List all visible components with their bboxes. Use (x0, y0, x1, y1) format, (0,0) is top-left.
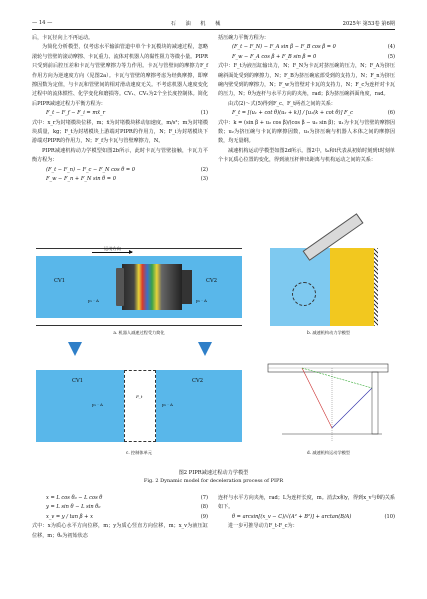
equation-5: F_w − F_A cos β + F_B sin β = 0 (5) (232, 53, 395, 60)
para-2: 式中：x_r为封堵模块位移，m；ẍ为封堵模块移动加速度，m/s²；m为封堵模块质量，kg；F_t为封堵模块上游端对PIPR的作用力，N；F_i为封堵模块下游端对PIPR的作用力，N；F_f为卡瓦与管壁摩擦力，N。 (32, 119, 208, 145)
para-0: 后，卡瓦径向上不再运动。 (32, 35, 94, 41)
robot-body (122, 264, 182, 310)
panel-a (32, 238, 246, 348)
force-left-c: p₁ · A (92, 402, 103, 407)
equation-7: x = L cos θ₀ − L cos θ (7) (46, 495, 208, 501)
para-r3: 式中：k = (sin β + u₂ cos β)/(cos β − u₂ sin β)；u₁为卡瓦与管壁的摩擦因数；u₂为挤压碗与卡瓦的摩擦因数，u₃为挤压碗与机器人本体之间的摩擦因数，均无量纲。 (218, 119, 395, 145)
para-r1: 式中：F_t为液压缸输出力，N；F_N为卡瓦对挤压碗的压力，N；F_A为挤压碗斜面处受到的摩擦力，N；F_B为挤压碗底部受到的支持力，N；F_n为挤压碗内壁受到的摩擦力，N；F_w为管壁对卡瓦的支持力，N；F_c为连杆对卡瓦的压力，N；θ为连杆与水平方向的夹角，rad；β为挤压碗斜面角度，rad。 (218, 63, 395, 98)
figure-2 (32, 238, 395, 468)
left-column-top (32, 34, 208, 185)
slip-block (292, 282, 316, 306)
panel-d (262, 358, 395, 468)
down-arrow-right-icon (198, 342, 212, 356)
robot-cup-right (182, 270, 192, 304)
cv1-label: CV1 (54, 278, 66, 284)
force-left-a: p₁ · A (88, 298, 99, 303)
caption-b: b. 减速机构动力学模型 (306, 330, 351, 335)
journal-name: 石 油 机 械 (170, 20, 225, 27)
equation-1: F_t − F_f − F_i = mẍ_r (1) (46, 110, 208, 117)
equation-3: F_w − F_n + F_N sin θ = 0 (3) (46, 176, 208, 183)
equation-8: y = L sin θ − L sin θ₀ (8) (46, 504, 208, 511)
force-right-a: p₂ · A (196, 298, 207, 303)
equation-9: x_v = y / tan β + x (9) (46, 513, 208, 520)
para-r4: 减速机构运动学模型如图2d所示。图2中，t₀和t代表从初始时刻到t时刻单个卡瓦质心位置的变化，得到液压杆伸出距离与机构运动之间的关系： (218, 147, 395, 164)
para-1: 为简化分析模型，仅考虑水平输油管道中单个卡瓦模块的减速过程，忽略滚轮与管壁的滚动摩擦、卡瓦重力、流体对机器人的黏性阻力等微小量。PIPR只受到前后腔压差和卡瓦与管壁摩擦力等力作用。卡瓦与管壁间的摩擦力F_f作用方向为逆速度方向（见图2a）。卡瓦与管壁的摩擦考虑为经典摩擦，即摩擦因数为定值，与卡瓦和管壁间的相对滑动速度无关。不考虑机器人速度变化过程中的流体惯性、化学变化和磨损等。CV₁、CV₂为2个全长度控制体。简化后PIPR减速过程力平衡方程为： (32, 44, 208, 107)
panel-c (32, 358, 246, 468)
para-rb2: 进一步可推导动力F_t-F_c为： (228, 523, 298, 530)
caption-a: a. 机器人减速过程受力简化 (113, 330, 165, 335)
issue-info: 2025年 第53卷 第6期 (342, 20, 395, 27)
flow-arrow (92, 252, 132, 253)
hatched-wall (374, 248, 378, 326)
cv2-label-c: CV2 (192, 378, 204, 384)
right-column-bottom (218, 494, 395, 532)
header-rule (32, 29, 395, 30)
ft-label: F_t (136, 394, 143, 399)
page-header (32, 18, 395, 28)
caption-c: c. 控制体单元 (126, 450, 152, 455)
equation-2: (F_t − F_n) − F_c − F_N cos θ = 0 (2) (46, 166, 208, 173)
equation-10: θ = arcsin[(x_v − C)/√(A² + B²)] + arctan(B/A) (10) (232, 513, 395, 520)
arrow-head-icon (129, 250, 133, 254)
panel-b (262, 238, 395, 348)
robot-cup-left (116, 268, 124, 306)
para-r0: 括压碗力平衡方程为： (218, 35, 269, 41)
cv1-label-c: CV1 (72, 378, 84, 384)
figure-title-cn: 图2 PIPR减速过程动力学模型 (178, 470, 249, 476)
equation-6: F_t = [(u₁ + cot θ)(u₂ + k)] / [u₁(k + cot θ)] F_c (6) (232, 110, 395, 117)
caption-d: d. 减速机构运动学模型 (306, 450, 351, 455)
equation-4: (F_t − F_N) − F_A sin β − F_B cos β = 0 (4) (232, 44, 395, 51)
para-r2: 由式(2)～式(5)得到F_c、F_t两者之间的关系： (228, 100, 336, 107)
robot-control-volume (124, 370, 156, 442)
force-right-c: p₂ · A (162, 402, 173, 407)
para-3: PIPR减速机构动力学模型如图2b所示，此时卡瓦与管壁接触，卡瓦力平衡方程为： (32, 147, 208, 164)
para-rb: 连杆与水平方向夹角，rad；L为连杆长度，m。消去x和y，得到x_v与θ的关系如下。 (218, 495, 395, 511)
down-arrow-left-icon (68, 342, 82, 356)
page-number: — 14 — (32, 20, 53, 26)
right-column-top (218, 34, 395, 166)
kinematic-diagram (262, 358, 395, 448)
left-column-bottom (32, 494, 208, 541)
figure-title-en: Fig. 2 Dynamic model for deceleration process of PIPR (143, 478, 284, 484)
cv2-label: CV2 (206, 278, 218, 284)
flow-direction-label: 运动方向 (104, 246, 121, 251)
para-lb: 式中：x为质心水平方向位移，m；y为质心竖直方向位移，m；x_v为液压缸位移，m；θ₀为初始状态 (32, 523, 208, 539)
